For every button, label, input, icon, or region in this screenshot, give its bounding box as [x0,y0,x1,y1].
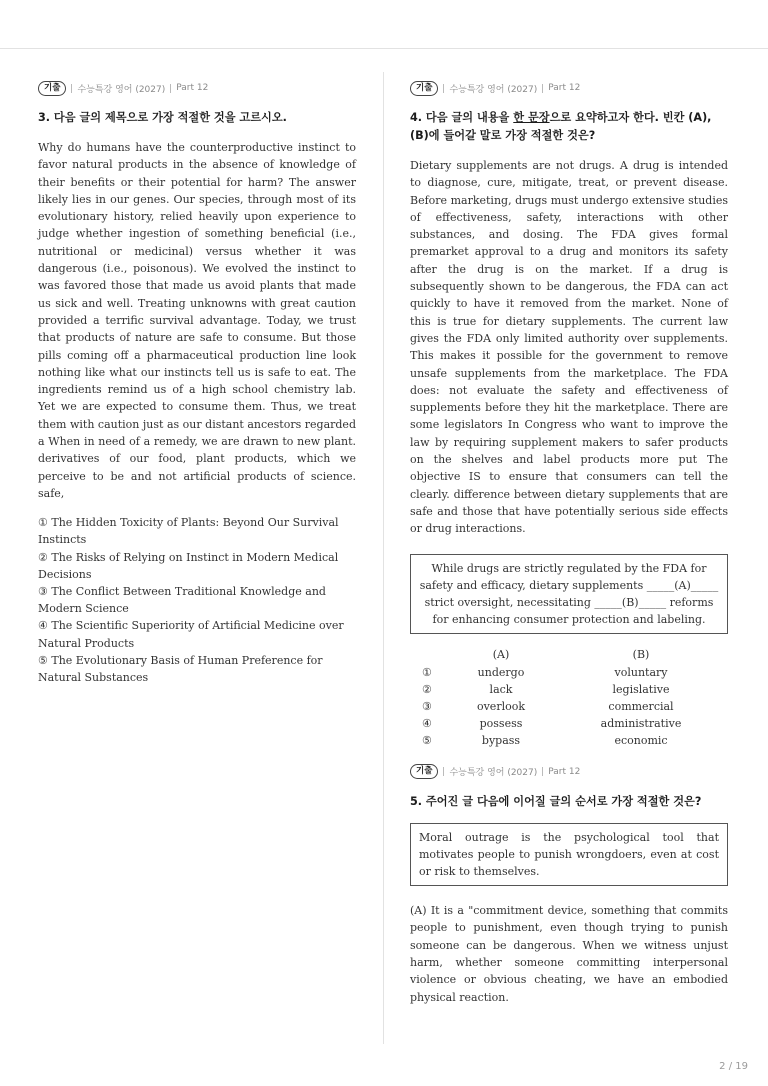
q5-paragraph-a: (A) It is a "commitment device, something that commits people to punishment, even though trying to punish someone can be dangerous. When we witness unjust harm, whether someone committing interpersonal violence or obvious cheating, we have an embodied physical reaction. [410,904,728,1004]
tag-separator [542,84,543,93]
option-number: ④ [422,717,432,731]
q4-title-post: 으로 요약하고자 한다. 빈칸 (A), (B)에 들어갈 말로 가장 적절한 것은? [410,111,712,142]
q4-option-row[interactable] [410,664,728,681]
option-a: possess [479,717,523,731]
right-column [410,80,728,1006]
option-a: overlook [476,699,526,713]
q3-source-tag [38,80,356,96]
option-a: lack [489,682,513,696]
exam-badge: 기출 [38,81,66,96]
q4-passage: Dietary supplements are not drugs. A drug is intended to diagnose, cure, mitigate, treat, or prevent disease. Before marketing, drugs must undergo extensive studies of effectiveness, safety, interactions with other substances, and dosing. The FDA gives formal premarket approval to a drug and monitors its safety after the drug is on the market. If a drug is subsequently shown to be dangerous, the FDA can act quickly to have it removed from the market. None of this is true for dietary supplements. The current law gives the FDA only limited authority over supplements. This makes it possible for the government to remove unsafe supplements from the marketplace. The FDA does: not evaluate the safety and effectiveness of supplements before they hit the marketplace. There are some legislators In Congress who want to improve the law by requiring supplement makers to safer products on the shelves and label products more put The objective IS to ensure that consumers can tell the clearly. difference between dietary supplements that are safe and those that have potentially serious side effects or drug interactions. [410,159,728,536]
exam-badge: 기출 [410,81,438,96]
q4-options [410,646,728,749]
q5-source-tag [410,764,728,780]
tag-separator [443,767,444,776]
q3-title: 3. 다음 글의 제목으로 가장 적절한 것을 고르시오. [38,111,287,124]
q3-choice-3[interactable]: ③ The Conflict Between Traditional Knowledge and Modern Science [38,585,326,616]
column-b-label: (B) [632,648,650,662]
option-number: ① [422,665,432,679]
q4-option-row[interactable] [410,732,728,749]
q4-option-row[interactable] [410,715,728,732]
option-b: legislative [612,682,670,696]
q5-given-box: Moral outrage is the psychological tool that motivates people to punish wrongdoers, even at cost or risk to themselves. [410,823,728,887]
q4-source-tag [410,80,728,96]
header-rule [0,48,768,49]
q3-choice-1[interactable]: ① The Hidden Toxicity of Plants: Beyond Our Survival Instincts [38,516,339,547]
page-number: 2 / 19 [719,1061,748,1072]
q4-title-pre: 4. 다음 글의 내용을 [410,111,514,124]
source-label: 수능특강 영어 (2027) [449,84,538,95]
part-label: Part 12 [176,83,209,93]
q4-option-row[interactable] [410,681,728,698]
option-b: administrative [600,717,682,731]
q3-passage: Why do humans have the counterproductive instinct to favor natural products in the absence of knowledge of their benefits or their potential for harm? The answer likely lies in our genes. Our species, through most of its evolutionary history, relied heavily upon experience to judge whether ingestion of something beneficial (i.e., nutritional or medicinal) versus whether it was dangerous (i.e., poisonous). We evolved the instinct to was favored those that made us avoid plants that made us sick and well. Treating unknowns with great caution provided a terrific survival advantage. Today, we trust that products of nature are safe to consume. But those pills coming off a pharmaceutical production line look nothing like what our instincts tell us is safe to eat. The ingredients remind us of a high school chemistry lab. Yet we are expected to consume them. Thus, we treat them with caution just as our distant ancestors regarded a When in need of a remedy, we are drawn to new plant. derivatives of our food, plant products, which we perceive to be and not artificial products of science. safe, [38,141,356,500]
left-column [38,80,356,686]
option-b: commercial [608,699,674,713]
option-number: ③ [422,699,432,713]
exam-badge: 기출 [410,764,438,779]
column-a-label: (A) [492,648,510,662]
option-a: undergo [477,665,525,679]
source-label: 수능특강 영어 (2027) [449,768,538,779]
q4-title [410,109,728,145]
q4-option-row[interactable] [410,698,728,715]
q4-title-underlined: 한 문장 [513,111,550,124]
tag-separator [170,84,171,93]
q3-choices [38,514,356,686]
tag-separator [71,84,72,93]
column-divider [383,72,384,1044]
part-label: Part 12 [548,83,581,93]
option-a: bypass [481,734,521,748]
part-label: Part 12 [548,766,581,777]
q5-title: 5. 주어진 글 다음에 이어질 글의 순서로 가장 적절한 것은? [410,794,702,808]
q3-choice-2[interactable]: ② The Risks of Relying on Instinct in Modern Medical Decisions [38,550,339,581]
tag-separator [443,84,444,93]
q4-summary-box: While drugs are strictly regulated by the FDA for safety and efficacy, dietary supplements _____(A)_____ strict oversight, necessitating _____(B)_____ reforms for enhancing consumer protection and labeling. [410,554,728,635]
option-b: voluntary [614,665,668,679]
q4-options-header [410,646,728,663]
q3-choice-4[interactable]: ④ The Scientific Superiority of Artificial Medicine over Natural Products [38,619,344,650]
q3-choice-5[interactable]: ⑤ The Evolutionary Basis of Human Preference for Natural Substances [38,653,323,685]
source-label: 수능특강 영어 (2027) [77,84,166,95]
option-number: ⑤ [422,734,432,748]
tag-separator [542,767,543,776]
option-b: economic [614,734,668,748]
option-number: ② [422,682,432,696]
